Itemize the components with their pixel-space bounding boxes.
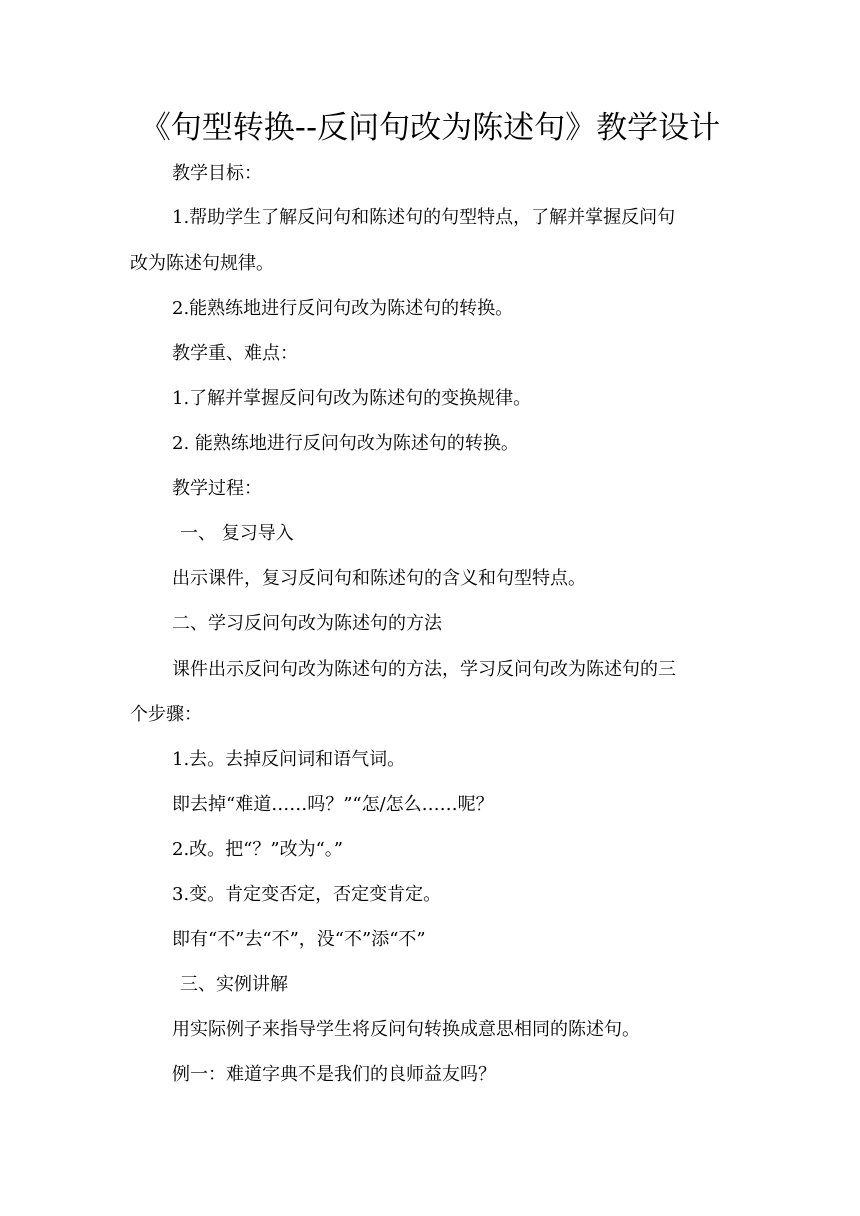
goal-2: 2.能熟练地进行反问句改为陈述句的转换。 (172, 298, 514, 319)
section-3-text: 用实际例子来指导学生将反问句转换成意思相同的陈述句。 (172, 1019, 640, 1040)
section-3-heading: 三、实例讲解 (180, 974, 288, 995)
heading-key-points: 教学重、难点： (172, 343, 298, 364)
step-3-detail: 即有“不”去“不”，没“不”添“不” (172, 929, 426, 950)
key-point-2: 2. 能熟练地进行反问句改为陈述句的转换。 (172, 433, 519, 454)
section-1-text: 出示课件，复习反问句和陈述句的含义和句型特点。 (172, 568, 586, 589)
step-2: 2.改。把“？”改为“。” (172, 839, 343, 860)
section-2-text-line-1: 课件出示反问句改为陈述句的方法，学习反问句改为陈述句的三 (172, 659, 676, 680)
key-point-1: 1.了解并掌握反问句改为陈述句的变换规律。 (172, 388, 532, 409)
section-2-heading: 二、学习反问句改为陈述句的方法 (172, 613, 442, 634)
step-1: 1.去。去掉反问词和语气词。 (172, 749, 406, 770)
example-1: 例一：难道字典不是我们的良师益友吗？ (172, 1064, 496, 1085)
document-title: 《句型转换--反问句改为陈述句》教学设计 (139, 110, 721, 146)
step-1-detail: 即去掉“难道……吗？”“怎/怎么……呢？ (172, 794, 494, 815)
heading-teaching-goals: 教学目标： (172, 163, 262, 184)
section-2-text-line-2: 个步骤： (130, 704, 202, 725)
heading-teaching-process: 教学过程： (172, 478, 262, 499)
section-1-heading: 一、 复习导入 (180, 523, 294, 544)
goal-1-line-2: 改为陈述句规律。 (130, 253, 274, 274)
step-3: 3.变。肯定变否定，否定变肯定。 (172, 884, 442, 905)
goal-1-line-1: 1.帮助学生了解反问句和陈述句的句型特点，了解并掌握反问句 (172, 207, 676, 228)
